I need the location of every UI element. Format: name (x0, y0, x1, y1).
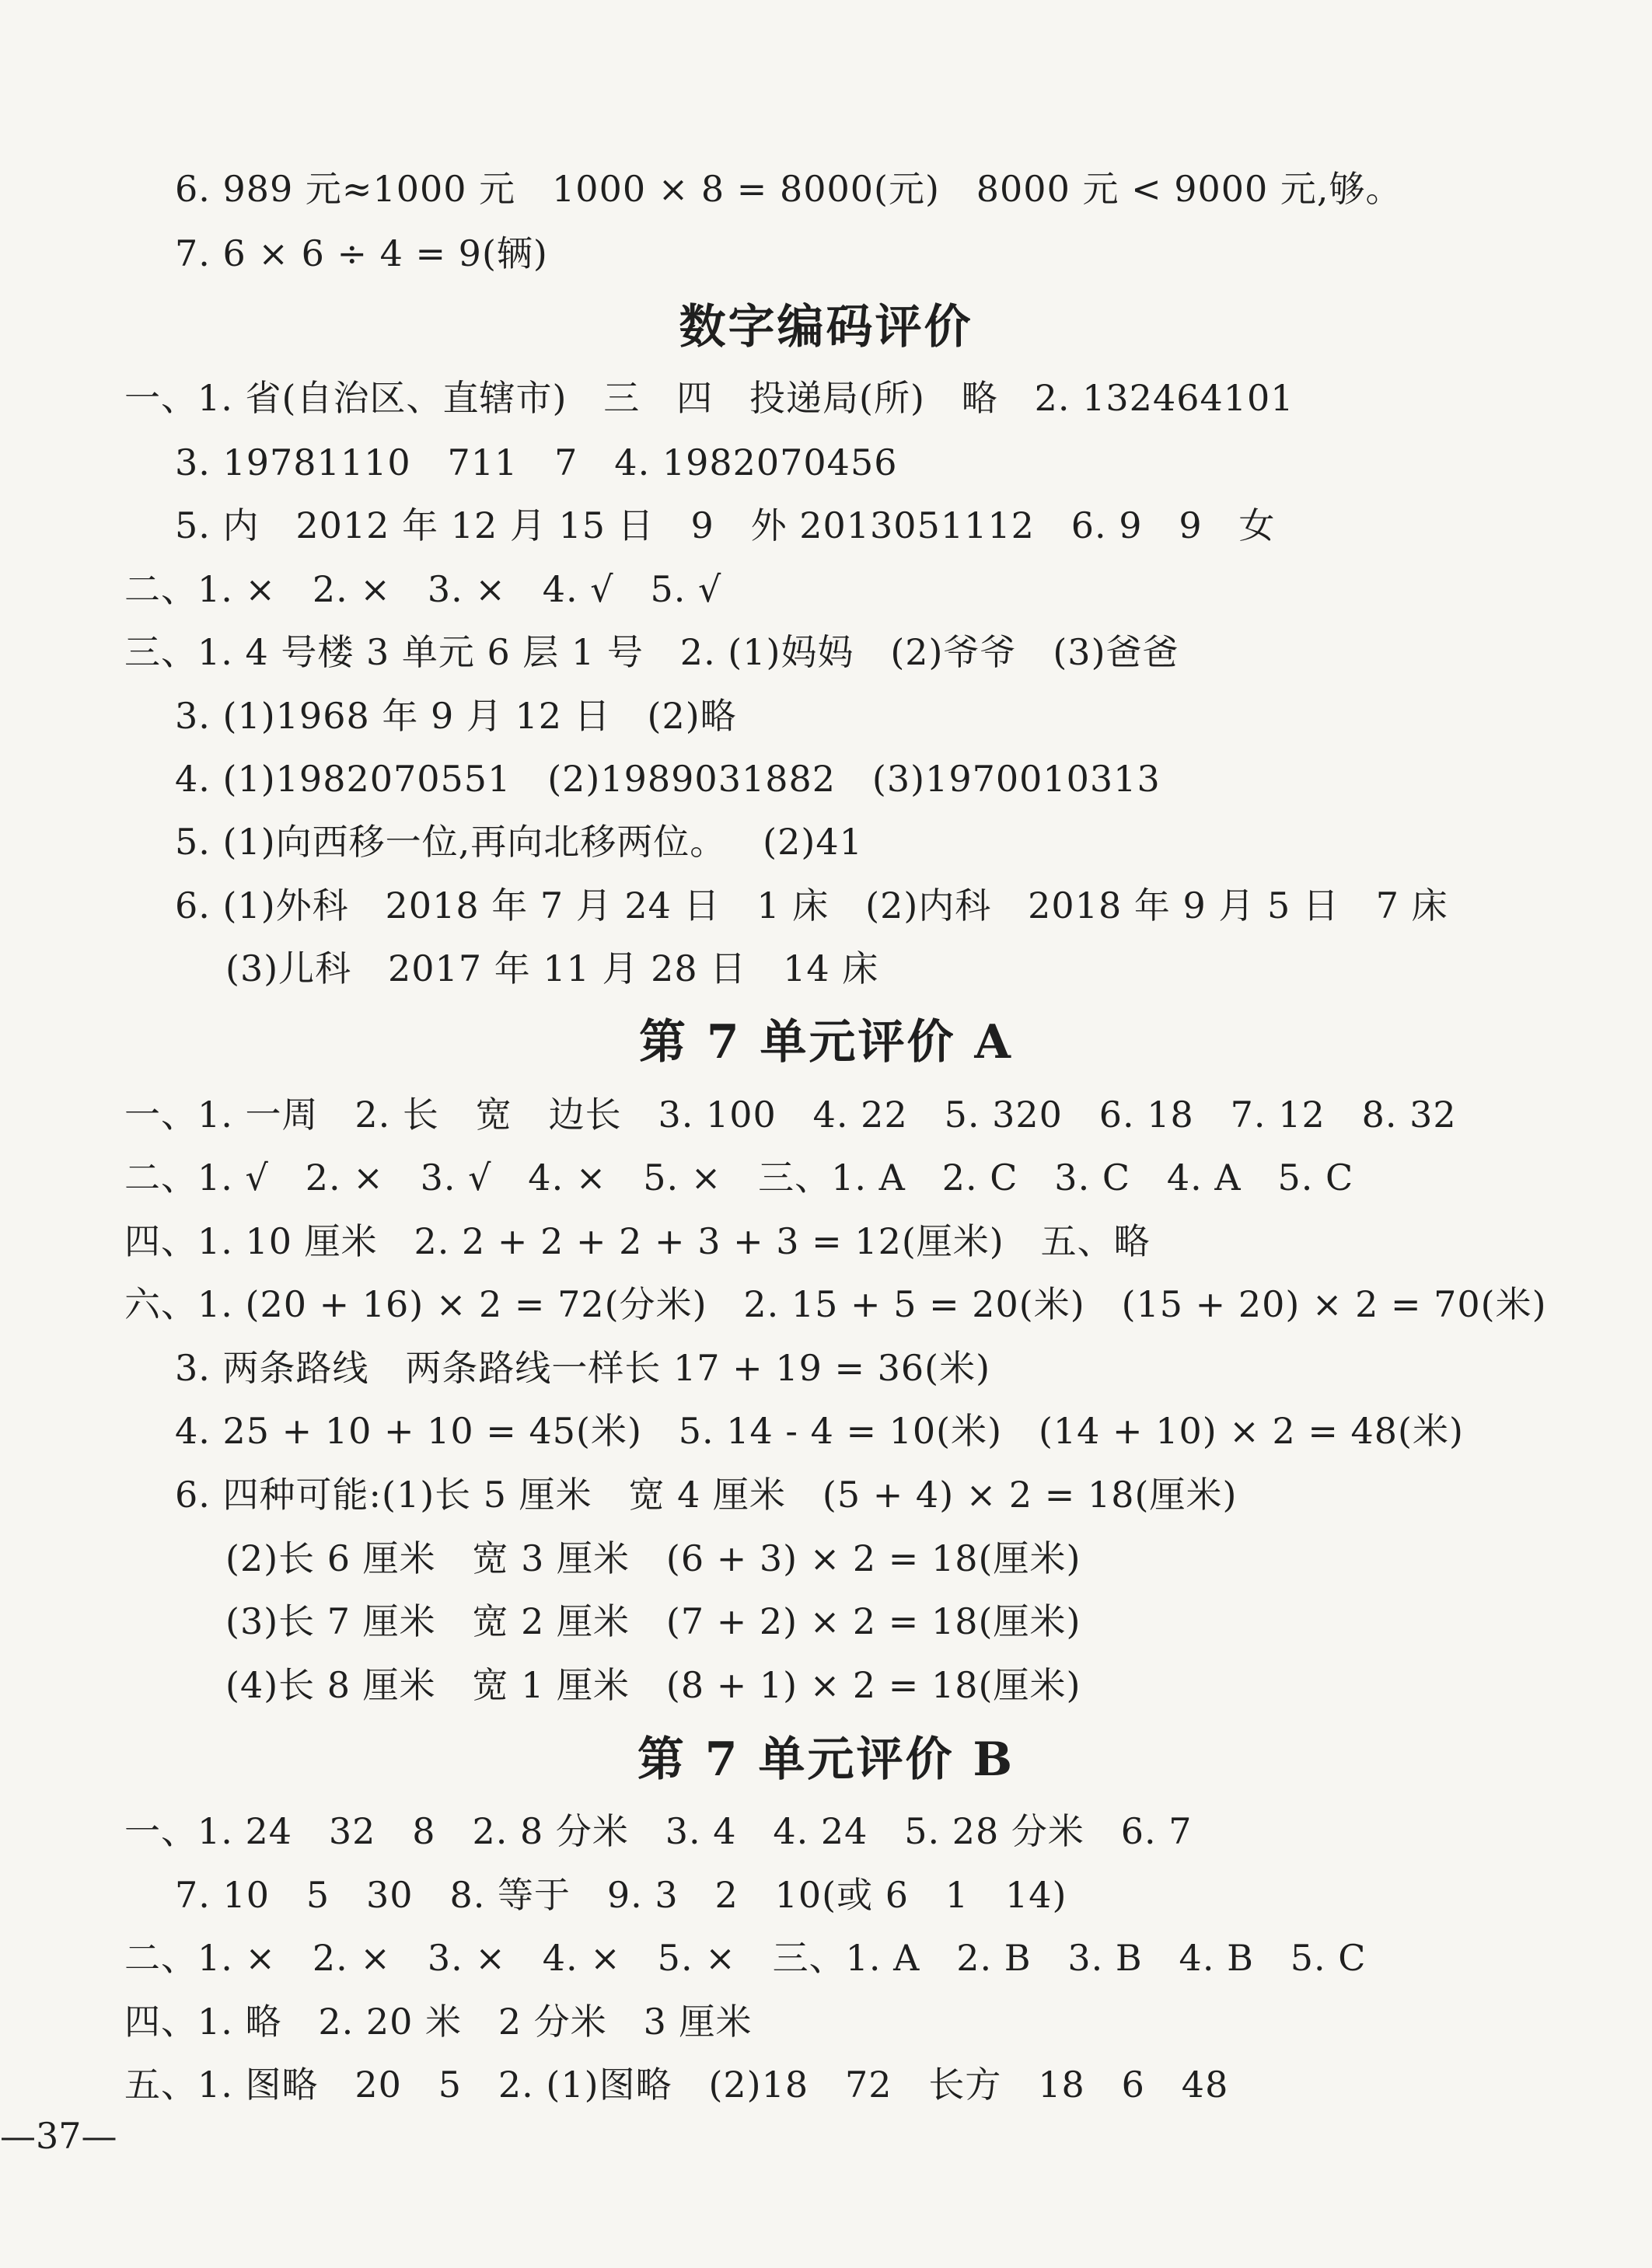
section-title: 第 7 单元评价 B (637, 1732, 1015, 1787)
answer-line: 7. 6 × 6 ÷ 4 = 9(辆) (175, 232, 548, 274)
answer-line: 六、1. (20 + 16) × 2 = 72(分米) 2. 15 + 5 = 20(米) (15 + 20) × 2 = 70(米) (124, 1283, 1547, 1325)
answer-line: 3. 19781110 711 7 4. 1982070456 (175, 441, 898, 483)
answer-line: 6. 四种可能:(1)长 5 厘米 宽 4 厘米 (5 + 4) × 2 = 18(厘米) (175, 1474, 1238, 1516)
answer-line: 4. 25 + 10 + 10 = 45(米) 5. 14 - 4 = 10(米) (14 + 10) × 2 = 48(米) (175, 1410, 1464, 1452)
answer-line: 4. (1)1982070551 (2)1989031882 (3)1970010313 (175, 758, 1161, 800)
answer-line: 3. (1)1968 年 9 月 12 日 (2)略 (175, 695, 737, 737)
answer-line: 一、1. 省(自治区、直辖市) 三 四 投递局(所) 略 2. 132464101 (124, 377, 1294, 419)
answer-line: 二、1. √ 2. × 3. √ 4. × 5. × 三、1. A 2. C 3. C 4. A 5. C (124, 1157, 1354, 1199)
answer-line: 5. (1)向西移一位,再向北移两位。 (2)41 (175, 821, 863, 863)
answer-line: 一、1. 24 32 8 2. 8 分米 3. 4 4. 24 5. 28 分米 6. 7 (124, 1810, 1193, 1852)
answer-line: 6. (1)外科 2018 年 7 月 24 日 1 床 (2)内科 2018 年 9 月 5 日 7 床 (175, 885, 1448, 926)
section-title: 第 7 单元评价 A (639, 1015, 1013, 1069)
answer-line: (3)长 7 厘米 宽 2 厘米 (7 + 2) × 2 = 18(厘米) (225, 1600, 1081, 1642)
answer-line: (2)长 6 厘米 宽 3 厘米 (6 + 3) × 2 = 18(厘米) (225, 1537, 1081, 1579)
answer-line: 三、1. 4 号楼 3 单元 6 层 1 号 2. (1)妈妈 (2)爷爷 (3)爸爸 (124, 631, 1179, 673)
answer-line: 四、1. 略 2. 20 米 2 分米 3 厘米 (124, 2001, 753, 2043)
page-number: —37— (0, 2115, 117, 2157)
answer-line: 五、1. 图略 20 5 2. (1)图略 (2)18 72 长方 18 6 48 (124, 2064, 1229, 2106)
answer-line: 二、1. × 2. × 3. × 4. × 5. × 三、1. A 2. B 3. B 4. B 5. C (124, 1937, 1367, 1979)
answer-line: 5. 内 2012 年 12 月 15 日 9 外 2013051112 6. 9 9 女 (175, 504, 1276, 546)
answer-line: 7. 10 5 30 8. 等于 9. 3 2 10(或 6 1 14) (175, 1874, 1067, 1916)
answer-line: 3. 两条路线 两条路线一样长 17 + 19 = 36(米) (175, 1347, 991, 1389)
answer-line: 一、1. 一周 2. 长 宽 边长 3. 100 4. 22 5. 320 6. 18 7. 12 8. 32 (124, 1094, 1457, 1136)
answer-line: 四、1. 10 厘米 2. 2 + 2 + 2 + 3 + 3 = 12(厘米) 五、略 (124, 1220, 1151, 1262)
answer-line: 6. 989 元≈1000 元 1000 × 8 = 8000(元) 8000 元 < 9000 元,够。 (175, 168, 1402, 210)
answer-line: (3)儿科 2017 年 11 月 28 日 14 床 (225, 947, 879, 989)
answer-line: 二、1. × 2. × 3. × 4. √ 5. √ (124, 568, 722, 610)
answer-line: (4)长 8 厘米 宽 1 厘米 (8 + 1) × 2 = 18(厘米) (225, 1664, 1081, 1706)
section-title: 数字编码评价 (679, 300, 973, 354)
